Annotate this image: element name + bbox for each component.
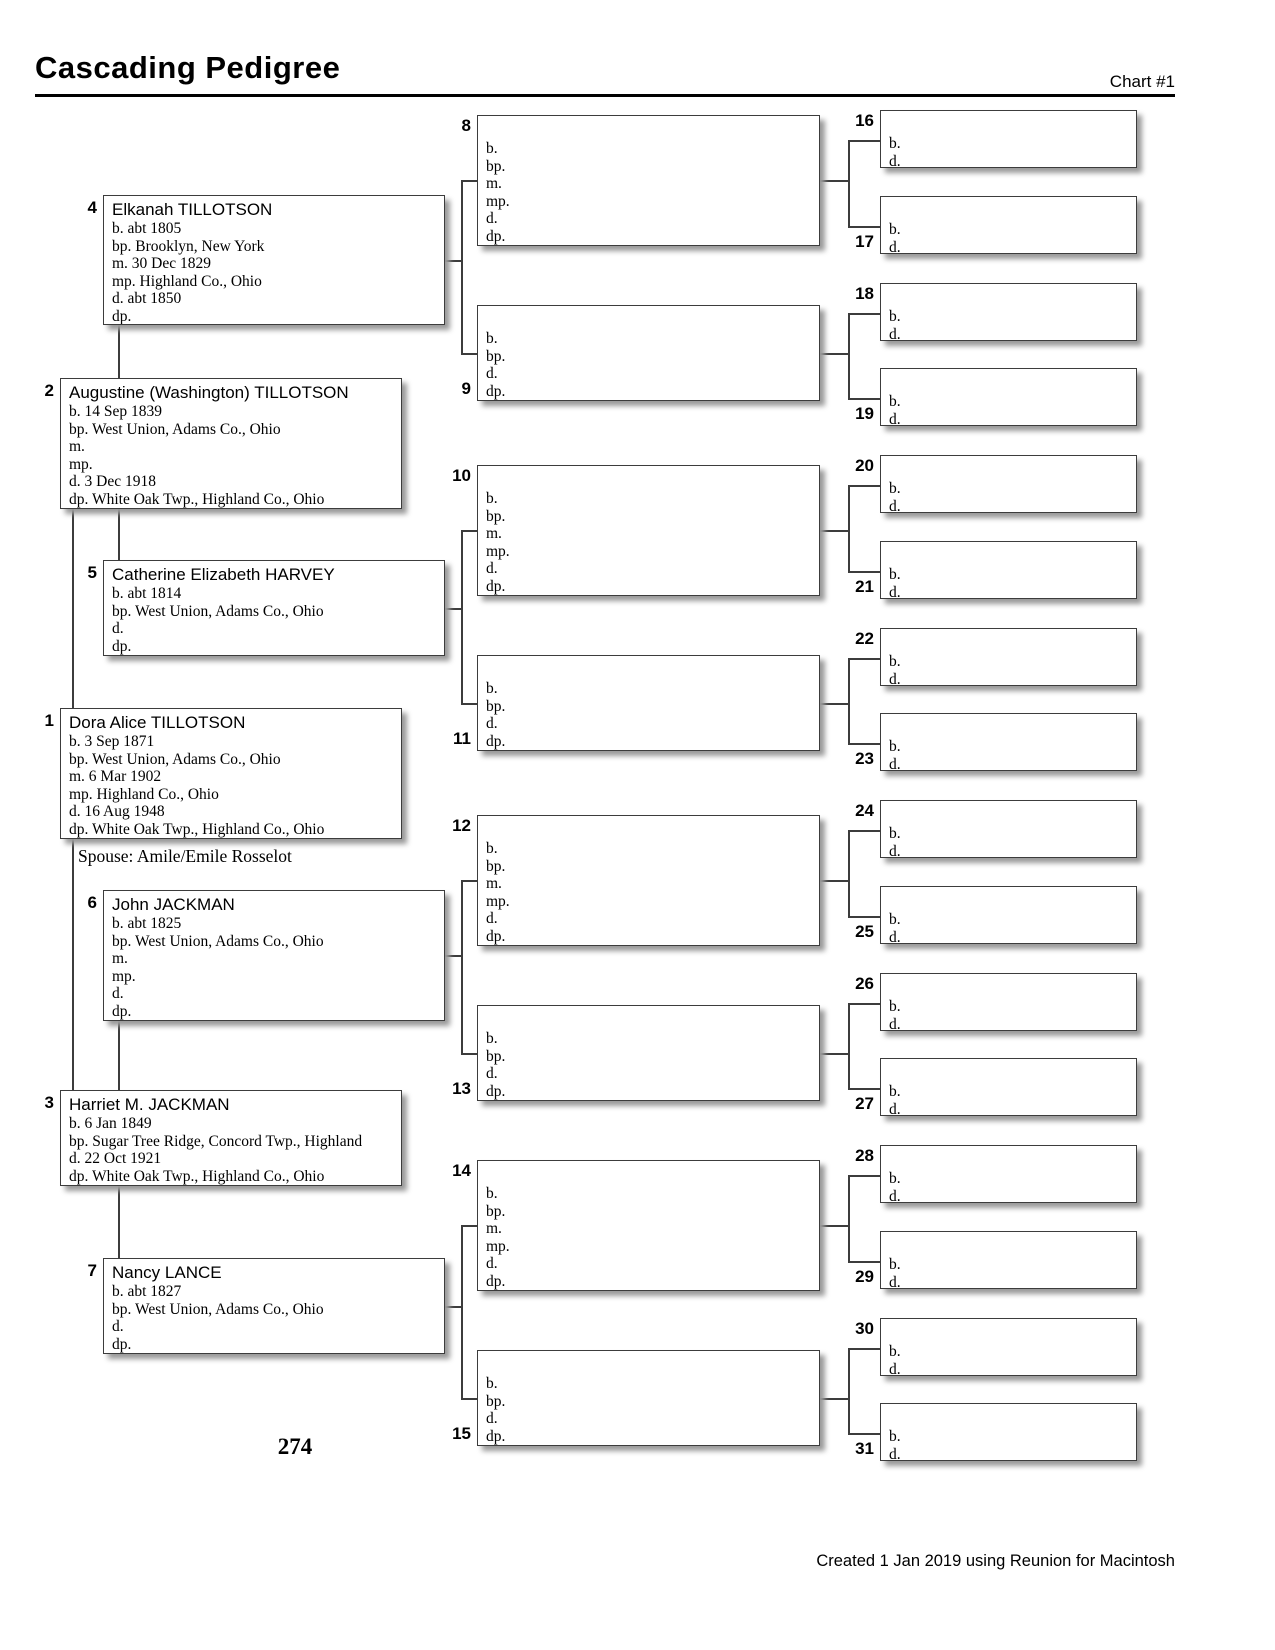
person-detail-line: m. (486, 175, 502, 192)
box-number-3: 3 (44, 1093, 54, 1112)
connector-line (848, 658, 880, 660)
connector-line (820, 530, 848, 532)
person-name: Dora Alice TILLOTSON (69, 713, 246, 732)
connector-line (118, 1021, 120, 1091)
person-detail-line: d. 22 Oct 1921 (69, 1150, 162, 1167)
person-detail-line: b. (889, 221, 901, 238)
box-number-26: 26 (855, 974, 874, 993)
person-box-6 (103, 890, 445, 1021)
box-number-12: 12 (452, 816, 471, 835)
box-number-24: 24 (855, 801, 874, 820)
person-detail-line: b. (486, 1185, 498, 1202)
person-detail-line: d. (486, 910, 498, 927)
connector-line (820, 880, 848, 882)
person-detail-line: b. abt 1827 (112, 1283, 182, 1300)
person-detail-line: b. (486, 1375, 498, 1392)
connector-line (461, 880, 477, 882)
connector-line (820, 353, 848, 355)
connector-line (820, 1398, 848, 1400)
connector-line (848, 1175, 880, 1177)
person-detail-line: b. (486, 680, 498, 697)
box-number-5: 5 (87, 563, 97, 582)
box-number-30: 30 (855, 1319, 874, 1338)
person-detail-line: d. (889, 928, 901, 944)
connector-line (848, 830, 850, 918)
person-detail-line: bp. West Union, Adams Co., Ohio (69, 750, 281, 768)
person-detail-line: b. (889, 308, 901, 325)
box-number-19: 19 (855, 404, 874, 423)
person-detail-line: d. (889, 1445, 901, 1461)
person-detail-line: d. (889, 410, 901, 426)
connector-line (461, 1053, 477, 1055)
connector-line (848, 1003, 850, 1090)
person-detail-line: d. (486, 210, 498, 227)
empty-name-line (486, 470, 811, 490)
connector-line (848, 571, 880, 573)
person-detail-line: b. abt 1814 (112, 585, 182, 602)
connector-line (118, 509, 120, 561)
connector-line (461, 880, 463, 1055)
box-number-1: 1 (44, 711, 54, 730)
connector-line (848, 1175, 850, 1263)
ancestor-box-30 (880, 1318, 1137, 1376)
box-number-28: 28 (855, 1146, 874, 1165)
person-detail-line: b. (889, 1083, 901, 1100)
person-detail-line: d. (889, 755, 901, 771)
box-number-6: 6 (87, 893, 97, 912)
person-detail-line: dp. White Oak Twp., Highland Co., Ohio (69, 820, 325, 838)
person-detail-line: b. (889, 825, 901, 842)
person-detail-line: d. (889, 842, 901, 858)
connector-line (848, 1348, 880, 1350)
person-detail-line: d. (889, 497, 901, 513)
person-detail-line: bp. (486, 1202, 506, 1220)
person-detail-line: b. abt 1805 (112, 220, 182, 237)
person-name: John JACKMAN (112, 895, 235, 914)
connector-line (820, 180, 848, 182)
person-detail-line: dp. (112, 637, 132, 655)
ancestor-box-29 (880, 1231, 1137, 1289)
connector-line (72, 839, 74, 1091)
empty-name-line (889, 1063, 1128, 1083)
person-detail-line: b. 14 Sep 1839 (69, 403, 162, 420)
person-detail-line: b. (889, 480, 901, 497)
connector-line (820, 1225, 848, 1227)
connector-line (848, 743, 880, 745)
person-detail-line: mp. (112, 967, 136, 985)
box-number-7: 7 (87, 1261, 97, 1280)
empty-name-line (889, 373, 1128, 393)
person-detail-line: d. (486, 1410, 498, 1427)
box-number-20: 20 (855, 456, 874, 475)
ancestor-box-13 (477, 1005, 820, 1101)
ancestor-box-15 (477, 1350, 820, 1446)
ancestor-box-26 (880, 973, 1137, 1031)
person-detail-line: d. abt 1850 (112, 290, 182, 307)
ancestor-box-14 (477, 1160, 820, 1291)
person-detail-line: bp. (486, 347, 506, 365)
connector-line (820, 703, 848, 705)
person-detail-line: d. (112, 620, 124, 637)
person-box-3 (60, 1090, 402, 1186)
ancestor-box-19 (880, 368, 1137, 426)
person-detail-line: d. (889, 670, 901, 686)
box-number-29: 29 (855, 1267, 874, 1286)
ancestor-box-24 (880, 800, 1137, 858)
person-detail-line: b. 3 Sep 1871 (69, 733, 155, 750)
person-detail-line: bp. (486, 697, 506, 715)
person-detail-line: dp. (486, 1272, 506, 1290)
person-detail-line: d. (486, 1255, 498, 1272)
person-detail-line: d. (889, 152, 901, 168)
person-detail-line: b. (486, 490, 498, 507)
connector-line (72, 509, 74, 709)
page-number: 274 (277, 1434, 313, 1459)
person-detail-line: dp. (112, 307, 132, 325)
empty-name-line (486, 820, 811, 840)
person-detail-line: m. (486, 525, 502, 542)
empty-name-line (486, 1010, 811, 1030)
connector-line (461, 530, 477, 532)
ancestor-box-11 (477, 655, 820, 751)
empty-name-line (889, 1236, 1128, 1256)
chart-number-label: Chart #1 (1109, 72, 1175, 91)
person-detail-line: d. (889, 1015, 901, 1031)
person-detail-line: b. (889, 1428, 901, 1445)
person-detail-line: d. (486, 1065, 498, 1082)
person-detail-line: b. (889, 1170, 901, 1187)
empty-name-line (889, 891, 1128, 911)
person-detail-line: dp. (486, 1082, 506, 1100)
connector-line (848, 485, 880, 487)
person-detail-line: dp. White Oak Twp., Highland Co., Ohio (69, 1167, 325, 1185)
ancestor-box-31 (880, 1403, 1137, 1461)
ancestor-box-10 (477, 465, 820, 596)
person-detail-line: bp. West Union, Adams Co., Ohio (112, 932, 324, 950)
connector-line (848, 658, 850, 745)
empty-name-line (486, 1355, 811, 1375)
ancestor-box-28 (880, 1145, 1137, 1203)
connector-line (461, 353, 477, 355)
connector-line (461, 1225, 463, 1400)
person-detail-line: bp. Brooklyn, New York (112, 237, 265, 255)
person-detail-line: b. (486, 330, 498, 347)
person-detail-line: m. 30 Dec 1829 (112, 255, 212, 272)
empty-name-line (486, 660, 811, 680)
ancestor-box-25 (880, 886, 1137, 944)
person-detail-line: bp. (486, 157, 506, 175)
connector-line (848, 1003, 880, 1005)
connector-line (848, 140, 850, 228)
box-number-10: 10 (452, 466, 471, 485)
ancestor-box-22 (880, 628, 1137, 686)
person-detail-line: mp. (486, 542, 510, 560)
person-name: Nancy LANCE (112, 1263, 222, 1282)
connector-line (848, 313, 850, 400)
connector-line (461, 530, 463, 705)
person-detail-line: dp. White Oak Twp., Highland Co., Ohio (69, 490, 325, 508)
person-detail-line: d. (112, 985, 124, 1002)
person-detail-line: d. (889, 1273, 901, 1289)
person-detail-line: dp. (486, 1427, 506, 1445)
connector-line (848, 226, 880, 228)
connector-line (848, 313, 880, 315)
person-name: Catherine Elizabeth HARVEY (112, 565, 335, 584)
person-detail-line: m. (486, 1220, 502, 1237)
person-detail-line: mp. (486, 192, 510, 210)
person-detail-line: m. (69, 438, 85, 455)
box-number-16: 16 (855, 111, 874, 130)
person-name: Elkanah TILLOTSON (112, 200, 273, 219)
box-number-31: 31 (855, 1439, 874, 1458)
ancestor-box-12 (477, 815, 820, 946)
empty-name-line (889, 546, 1128, 566)
empty-name-line (889, 805, 1128, 825)
box-number-17: 17 (855, 232, 874, 251)
box-number-9: 9 (461, 379, 471, 398)
person-detail-line: d. (889, 1187, 901, 1203)
box-number-14: 14 (452, 1161, 471, 1180)
person-detail-line: mp. Highland Co., Ohio (69, 785, 219, 803)
ancestor-box-9 (477, 305, 820, 401)
box-number-13: 13 (452, 1079, 471, 1098)
empty-name-line (889, 115, 1128, 135)
connector-line (445, 955, 461, 957)
connector-line (445, 608, 461, 610)
person-detail-line: d. (486, 560, 498, 577)
person-detail-line: dp. (112, 1002, 132, 1020)
empty-name-line (889, 460, 1128, 480)
person-box-2 (60, 378, 402, 509)
person-detail-line: b. (889, 135, 901, 152)
person-detail-line: bp. (486, 1047, 506, 1065)
connector-line (848, 1433, 880, 1435)
person-detail-line: b. (889, 738, 901, 755)
box-number-2: 2 (44, 381, 54, 400)
connector-line (118, 1186, 120, 1259)
connector-line (445, 1306, 461, 1308)
connector-line (820, 1053, 848, 1055)
box-number-23: 23 (855, 749, 874, 768)
person-detail-line: d. (486, 715, 498, 732)
person-detail-line: b. (889, 1256, 901, 1273)
person-detail-line: b. (889, 566, 901, 583)
connector-line (848, 1348, 850, 1435)
person-detail-line: d. (889, 1100, 901, 1116)
ancestor-box-21 (880, 541, 1137, 599)
person-detail-line: b. abt 1825 (112, 915, 182, 932)
person-detail-line: m. 6 Mar 1902 (69, 768, 162, 785)
person-detail-line: d. (486, 365, 498, 382)
person-box-4 (103, 195, 445, 325)
person-box-5 (103, 560, 445, 656)
person-detail-line: d. (889, 325, 901, 341)
person-detail-line: bp. (486, 1392, 506, 1410)
person-detail-line: mp. (486, 1237, 510, 1255)
person-detail-line: b. (889, 653, 901, 670)
box-number-15: 15 (452, 1424, 471, 1443)
empty-name-line (889, 201, 1128, 221)
person-detail-line: bp. West Union, Adams Co., Ohio (69, 420, 281, 438)
person-name: Harriet M. JACKMAN (69, 1095, 230, 1114)
page-title: Cascading Pedigree (35, 50, 341, 85)
person-detail-line: bp. (486, 857, 506, 875)
connector-line (461, 703, 477, 705)
connector-line (461, 180, 477, 182)
connector-line (445, 260, 461, 262)
connector-line (848, 398, 880, 400)
ancestor-box-23 (880, 713, 1137, 771)
person-detail-line: bp. Sugar Tree Ridge, Concord Twp., Highland (69, 1132, 363, 1150)
person-detail-line: m. (112, 950, 128, 967)
spouse-note: Spouse: Amile/Emile Rosselot (78, 846, 292, 866)
person-box-7 (103, 1258, 445, 1354)
empty-name-line (889, 978, 1128, 998)
person-detail-line: dp. (486, 382, 506, 400)
person-detail-line: b. 6 Jan 1849 (69, 1115, 152, 1132)
empty-name-line (486, 310, 811, 330)
ancestor-box-17 (880, 196, 1137, 254)
person-detail-line: d. 3 Dec 1918 (69, 473, 156, 490)
box-number-21: 21 (855, 577, 874, 596)
person-detail-line: bp. West Union, Adams Co., Ohio (112, 602, 324, 620)
ancestor-box-8 (477, 115, 820, 246)
person-detail-line: mp. Highland Co., Ohio (112, 272, 262, 290)
person-detail-line: dp. (486, 927, 506, 945)
person-detail-line: dp. (486, 732, 506, 750)
connector-line (848, 830, 880, 832)
box-number-27: 27 (855, 1094, 874, 1113)
connector-line (118, 325, 120, 379)
person-detail-line: d. (889, 1360, 901, 1376)
person-detail-line: b. (486, 840, 498, 857)
person-detail-line: b. (486, 1030, 498, 1047)
connector-line (848, 1261, 880, 1263)
connector-line (848, 140, 880, 142)
empty-name-line (486, 120, 811, 140)
person-detail-line: bp. West Union, Adams Co., Ohio (112, 1300, 324, 1318)
person-detail-line: b. (486, 140, 498, 157)
box-number-8: 8 (461, 116, 471, 135)
box-number-25: 25 (855, 922, 874, 941)
person-detail-line: b. (889, 1343, 901, 1360)
person-detail-line: dp. (112, 1335, 132, 1353)
person-detail-line: mp. (69, 455, 93, 473)
ancestor-box-20 (880, 455, 1137, 513)
person-detail-line: d. 16 Aug 1948 (69, 803, 165, 820)
person-detail-line: d. (112, 1318, 124, 1335)
person-detail-line: b. (889, 911, 901, 928)
title-rule-divider (35, 94, 1175, 97)
empty-name-line (889, 718, 1128, 738)
created-note: Created 1 Jan 2019 using Reunion for Macintosh (816, 1552, 1175, 1570)
connector-line (848, 1088, 880, 1090)
connector-line (848, 916, 880, 918)
person-detail-line: dp. (486, 577, 506, 595)
ancestor-box-27 (880, 1058, 1137, 1116)
person-detail-line: dp. (486, 227, 506, 245)
connector-line (461, 1225, 477, 1227)
empty-name-line (889, 1408, 1128, 1428)
person-name: Augustine (Washington) TILLOTSON (69, 383, 349, 402)
connector-line (848, 485, 850, 573)
connector-line (461, 180, 463, 355)
box-number-11: 11 (453, 729, 471, 748)
person-detail-line: b. (889, 998, 901, 1015)
empty-name-line (889, 288, 1128, 308)
empty-name-line (486, 1165, 811, 1185)
person-detail-line: mp. (486, 892, 510, 910)
person-detail-line: d. (889, 583, 901, 599)
ancestor-box-18 (880, 283, 1137, 341)
person-detail-line: m. (486, 875, 502, 892)
box-number-18: 18 (855, 284, 874, 303)
ancestor-box-16 (880, 110, 1137, 168)
person-detail-line: b. (889, 393, 901, 410)
person-box-1 (60, 708, 402, 839)
empty-name-line (889, 633, 1128, 653)
empty-name-line (889, 1150, 1128, 1170)
person-detail-line: bp. (486, 507, 506, 525)
empty-name-line (889, 1323, 1128, 1343)
box-number-4: 4 (87, 198, 97, 217)
person-detail-line: d. (889, 238, 901, 254)
box-number-22: 22 (855, 629, 874, 648)
connector-line (461, 1398, 477, 1400)
